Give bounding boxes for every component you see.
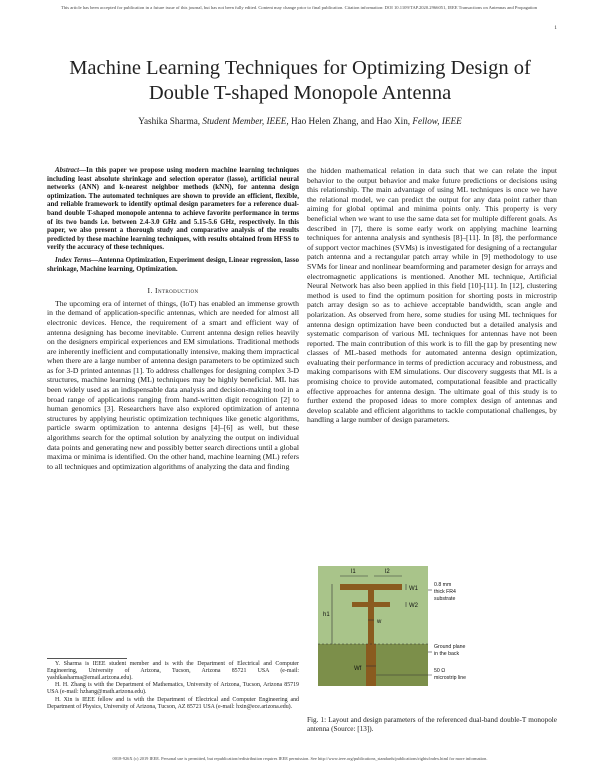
label-l1: l1 bbox=[351, 569, 356, 575]
figure-caption: Fig. 1: Layout and design parameters of the referenced dual-band double-T monopole antenna (Source: [13]). bbox=[307, 716, 557, 734]
label-thickness-2: thick FR4 bbox=[434, 589, 456, 595]
right-column bbox=[307, 166, 557, 425]
index-terms-label: Index Terms bbox=[55, 255, 92, 264]
footnotes bbox=[47, 661, 299, 711]
intro-paragraph-continued: the hidden mathematical relation in data such that we can relate the input behavior to the output behavior and make future predictions or decisions using this relationship. The main advantage of using ML techniques is once we have the relational model, we can predict the output for any data point rather than aiming for global optimal and minima points only. This property is very beneficial when we want to use the same data set for multiple different goals. As described in [7], there is some early work on applying machine learning techniques for antenna analysis and synthesis [8]–[11]. In [8], the performance of support vector machines (SVMs) is investigated for designing of a rectangular patch antenna and a rectangular patch array while in [9] methodology to use SVMs for linear and nonlinear beamforming and parameter design for arrays and electromagnetic applications is mentioned. Another ML technique, Artificial Neural Network has also been applied in this field [10]-[11]. In [12], clustering method is used to find the optimum position for shorting posts in microstrip patch array design so as to achieve acceptable bandwidth, scan angle and polarization. As observed from here, some studies for using ML techniques for antenna design optimization have been conducted but a detailed analysis and systematic comparison of various ML techniques for antennas have not been reported. The main contribution of this work is to fill the gap by presenting new classes of ML-based methods for automated antenna design optimization, evaluating their performance in terms of prediction accuracy and robustness, and making comparisons with EM simulations. Our discovery suggests that ML is a promising choice to provide automated, computational feasible and practically effective approaches for antenna design. The ultimate goal of this study is to further extend the proposed ideas to more complex design of antennas and develop scalable and efficient algorithms to tackle computational challenges, by handling a large number of design parameters. bbox=[307, 166, 557, 425]
author-1-role: Student Member, IEEE, bbox=[202, 116, 289, 126]
footnote-rule bbox=[47, 658, 127, 659]
footnote-xin: H. Xin is IEEE fellow and is with the Department of Electrical and Computer Engineering and Department of Physics, University of Arizona, Tucson, AZ 85721 USA (e-mail: hxin@ece.arizona.edu). bbox=[47, 696, 299, 710]
author-2-3: Hao Helen Zhang, and Hao Xin, bbox=[290, 116, 411, 126]
index-terms bbox=[47, 256, 299, 273]
label-l2: l2 bbox=[385, 569, 390, 575]
label-w: w bbox=[377, 619, 382, 625]
label-feed-2: microstrip line bbox=[434, 675, 466, 681]
abstract bbox=[47, 166, 299, 252]
label-w1: W1 bbox=[409, 586, 418, 592]
monopole-stem bbox=[368, 584, 374, 648]
copyright-footer: 0018-926X (c) 2019 IEEE. Personal use is permitted, but republication/redistribution requires IEEE permission. See http://www.ieee.org/publications_standards/publications/rights/index.html for more information. bbox=[112, 756, 488, 761]
left-column bbox=[47, 166, 299, 471]
paper-title: Machine Learning Techniques for Optimizing Design of Double T-shaped Monopole Antenna bbox=[69, 57, 531, 104]
abstract-text: —In this paper we propose using modern machine learning techniques including least absolute shrinkage and selection operator (lasso), artificial neural networks (ANN) and k-nearest neighbor methods (kNN), for antenna design optimization. The automated techniques are shown to provide an efficient, flexible, and reliable framework to identify optimal design parameters for a reference dual-band double T-shaped monopole antenna to achieve favorite performance in terms of its two bands i.e. between 2.4-3.0 GHz and 5.15-5.6 GHz, respectively. In this paper, we also present a thorough study and comparative analysis of the results predicted by these machine learning techniques, with results obtained from HFSS to verify the accuracy of these techniques. bbox=[47, 166, 299, 252]
label-wf: Wf bbox=[354, 666, 362, 672]
label-substrate: substrate bbox=[434, 596, 456, 602]
footnote-zhang: H. H. Zhang is with the Department of Mathematics, University of Arizona, Tucson, Arizona 85719 USA (e-mail: hzhang@math.arizona.edu). bbox=[47, 682, 299, 696]
author-1: Yashika Sharma, bbox=[138, 116, 201, 126]
page-number: 1 bbox=[554, 25, 557, 31]
section-heading-introduction: I. Introduction bbox=[147, 286, 199, 296]
label-feed-1: 50 Ω bbox=[434, 668, 446, 674]
intro-paragraph: The upcoming era of internet of things, (IoT) has enabled an immense growth in the demand of application-specific antennas, which are needed for almost all electronic devices. Hence, the requirement of a smart and efficient way of antenna designing has become inevitable. Current antenna design relies heavily on the designers empirical experiences and EM simulations. Traditional methods are inherently inefficient and computationally intensive, making them impractical when there are a large number of antenna design parameters to be optimized such as for 3-D printed antennas [1]. To address challenges for designing complex 3-D structures, machine learning (ML) techniques may be highly beneficial. ML has been widely used as an indispensable data analysis and decision-making tool in a broad range of applications ranging from hand-written digit recognition [2] to human genomics [3]. Researchers have also explored optimization of antenna structures by applying heuristic optimization techniques like genetic algorithms, particle swarm optimization to antenna designs [4]–[6] as well, but these algorithms search for the optimal solution by analyzing the output on individual data points and generating new and possibly better search directions until a global maxima or minima is identified. On the other hand, machine learning (ML) refers to all techniques and optimization algorithms of analyzing the data and finding bbox=[47, 298, 299, 471]
feed-line bbox=[366, 644, 376, 686]
label-ground-1: Ground plane bbox=[434, 644, 466, 650]
journal-header-note: This article has been accepted for publication in a future issue of this journal, but has not been fully edited. Content may change prior to final publication. Citation information: DOI 10.1109/TAP.2020.2966051, IEEE Transactions on Antennas and Propagation bbox=[60, 5, 538, 10]
author-line bbox=[40, 116, 560, 127]
label-thickness: 0.8 mm bbox=[434, 582, 452, 588]
label-ground-2: in the back bbox=[434, 651, 460, 657]
footnote-sharma: Y. Sharma is IEEE student member and is with the Department of Electrical and Computer Engineering, University of Arizona, Tucson, Arizona 85721 USA (e-mail: yashikasharma@email.arizona.edu). bbox=[47, 661, 299, 681]
index-terms-text: —Antenna Optimization, Experiment design, Linear regression, lasso shrinkage, Machine learning, Optimization. bbox=[47, 255, 300, 273]
antenna-figure bbox=[310, 560, 556, 690]
abstract-label: Abstract bbox=[55, 166, 80, 174]
label-w2: W2 bbox=[409, 603, 418, 609]
label-h1: h1 bbox=[323, 612, 330, 618]
author-3-role: Fellow, IEEE bbox=[412, 116, 462, 126]
antenna-layout-diagram bbox=[310, 560, 556, 690]
